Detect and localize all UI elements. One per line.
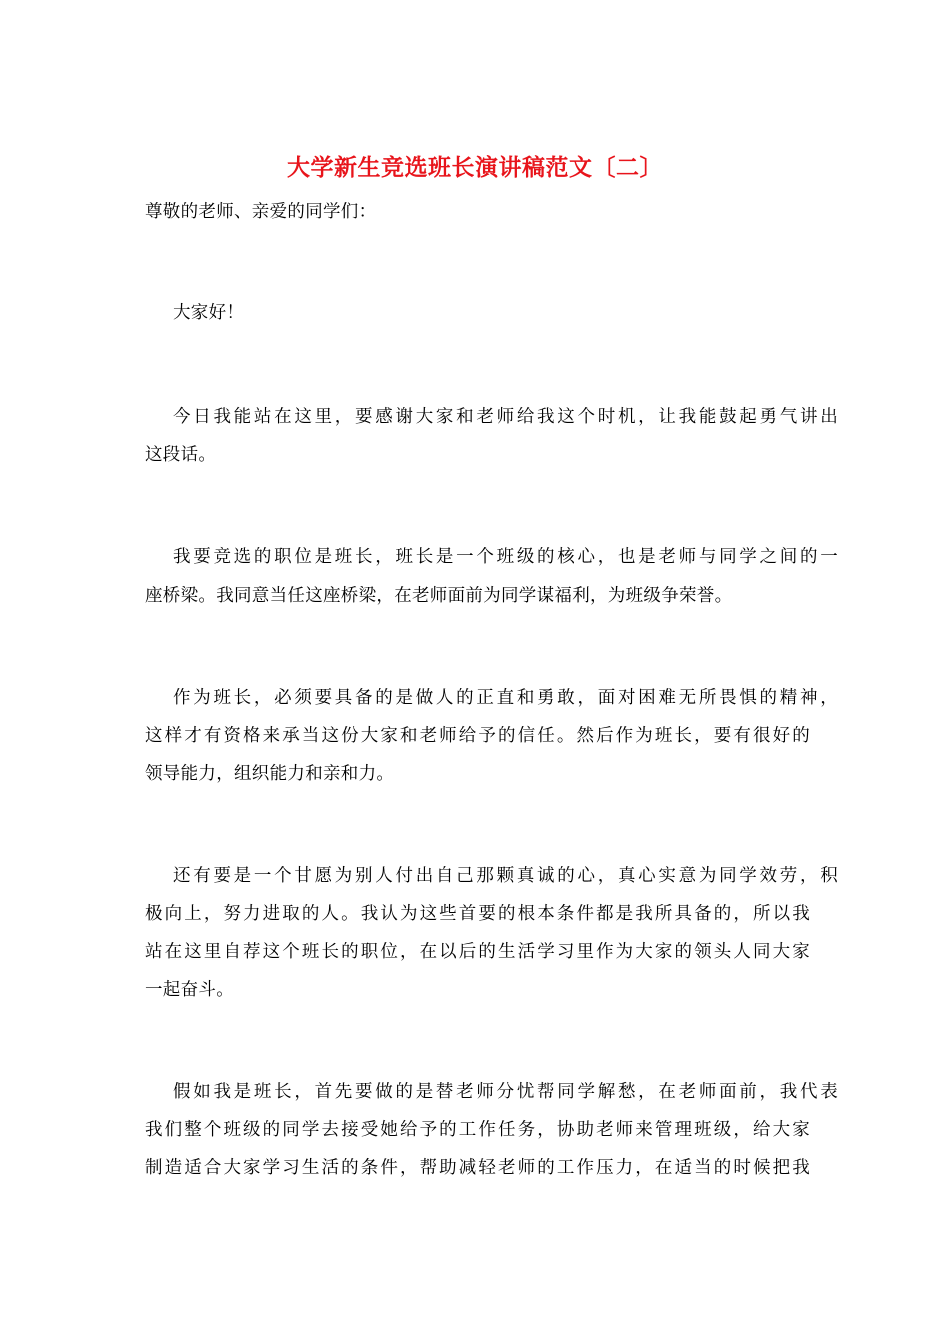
paragraph-1-line-1: 大家好！ <box>173 303 245 323</box>
paragraph-5-line-4: 一起奋斗。 <box>145 980 234 1000</box>
paragraph-4-line-3: 领导能力，组织能力和亲和力。 <box>145 764 395 784</box>
paragraph-2-line-1: 今日我能站在这里，要感谢大家和老师给我这个时机，让我能鼓起勇气讲出 <box>173 407 838 427</box>
paragraph-4-line-1: 作为班长，必须要具备的是做人的正直和勇敢，面对困难无所畏惧的精神， <box>173 688 838 708</box>
paragraph-5-line-3: 站在这里自荐这个班长的职位，在以后的生活学习里作为大家的领头人同大家 <box>145 942 810 962</box>
paragraph-5-line-2: 极向上，努力进取的人。我认为这些首要的根本条件都是我所具备的，所以我 <box>145 904 810 924</box>
paragraph-2-line-2: 这段话。 <box>145 445 217 465</box>
document-title: 大学新生竞选班长演讲稿范文〔二〕 <box>287 154 663 181</box>
paragraph-5-line-1: 还有要是一个甘愿为别人付出自己那颗真诚的心，真心实意为同学效劳，积 <box>173 866 838 886</box>
paragraph-3-line-1: 我要竞选的职位是班长，班长是一个班级的核心，也是老师与同学之间的一 <box>173 547 838 567</box>
paragraph-6-line-1: 假如我是班长，首先要做的是替老师分忧帮同学解愁，在老师面前，我代表 <box>173 1082 838 1102</box>
salutation: 尊敬的老师、亲爱的同学们： <box>145 202 377 222</box>
paragraph-6-line-3: 制造适合大家学习生活的条件，帮助减轻老师的工作压力，在适当的时候把我 <box>145 1158 810 1178</box>
paragraph-3-line-2: 座桥梁。我同意当任这座桥梁，在老师面前为同学谋福利，为班级争荣誉。 <box>145 586 733 606</box>
paragraph-6-line-2: 我们整个班级的同学去接受她给予的工作任务，协助老师来管理班级，给大家 <box>145 1120 810 1140</box>
paragraph-4-line-2: 这样才有资格来承当这份大家和老师给予的信任。然后作为班长，要有很好的 <box>145 726 810 746</box>
